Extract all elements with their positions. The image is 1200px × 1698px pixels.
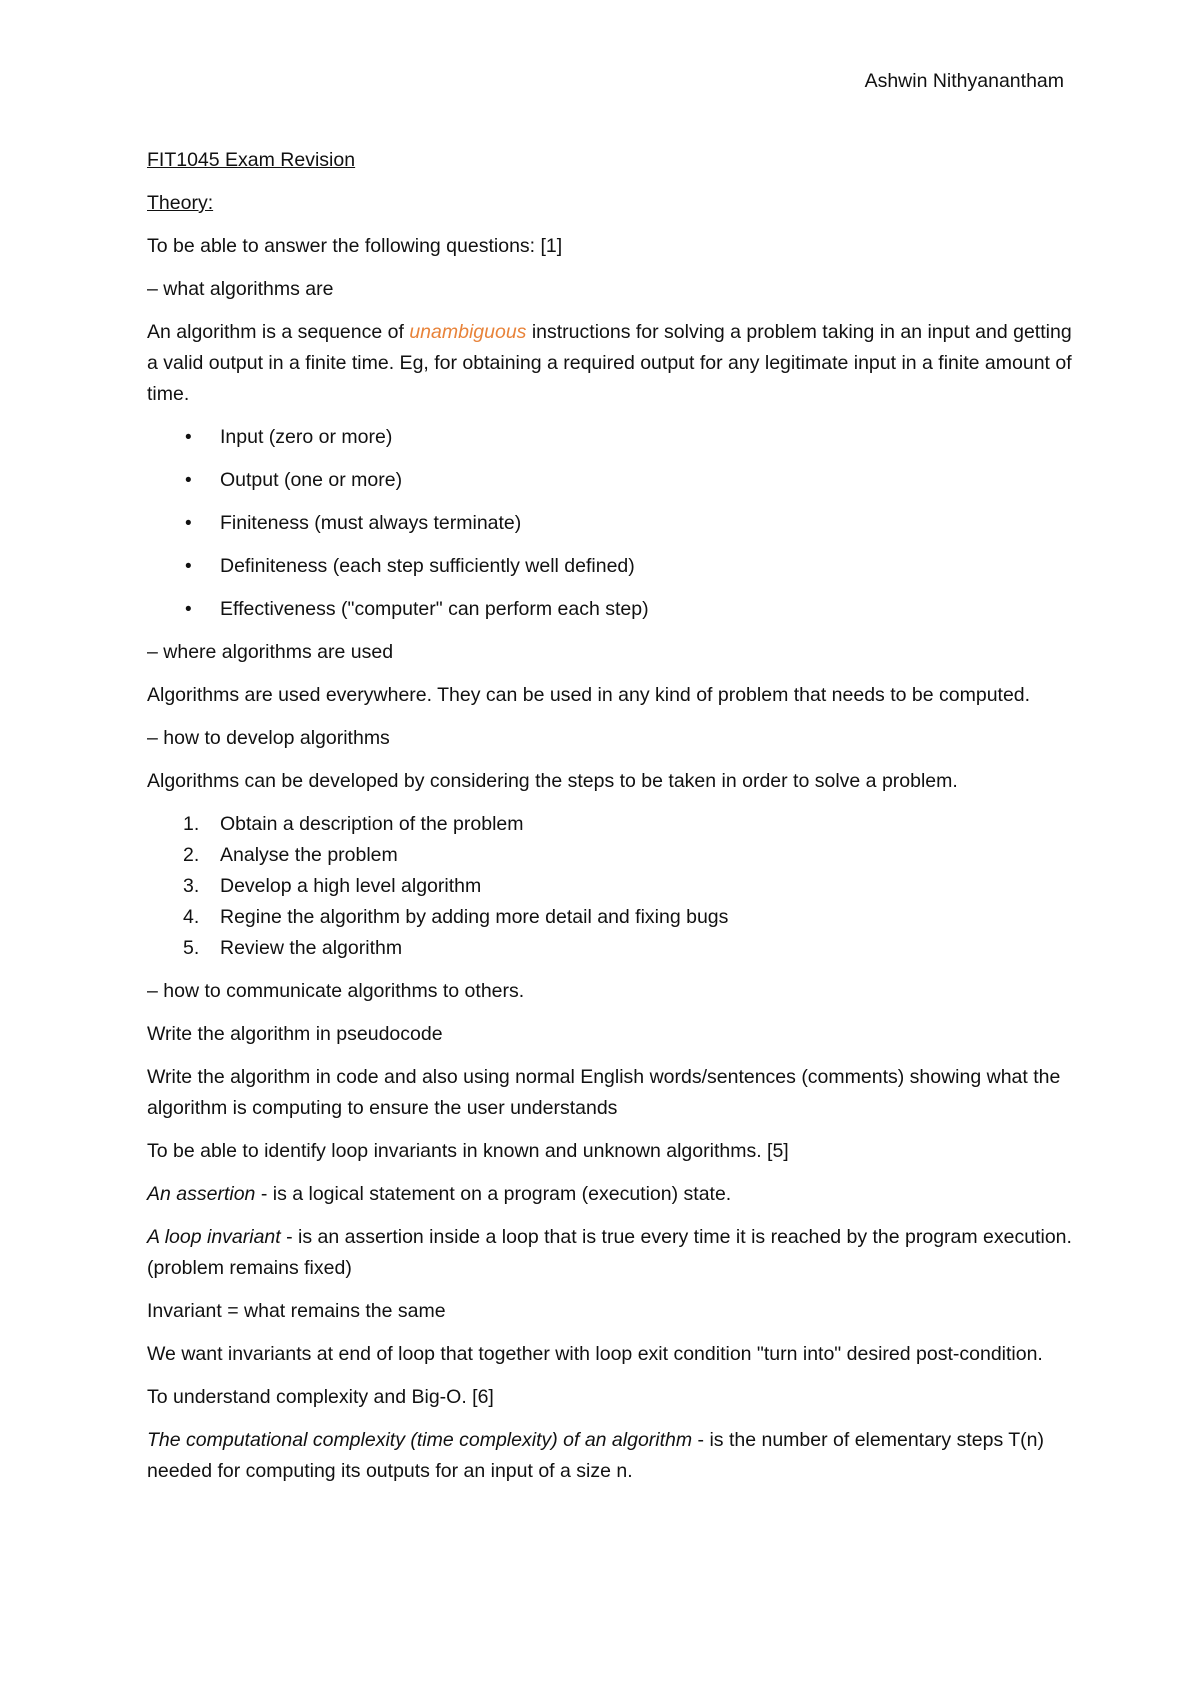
loop-invariant-term: A loop invariant [147,1226,281,1248]
property-text: Finiteness (must always terminate) [220,512,522,534]
step-text: Regine the algorithm by adding more detail and fixing bugs [220,906,729,928]
bullet-icon: • [185,599,192,620]
list-item [147,840,1072,871]
step-number: 3. [183,875,200,897]
intro-line: To be able to answer the following questions: [1] [147,235,563,257]
algorithm-definition [147,317,1072,410]
property-text: Definiteness (each step sufficiently well defined) [220,555,635,577]
bullet-icon: • [185,556,192,577]
question-communicate: – how to communicate algorithms to others. [147,980,525,1002]
assertion-definition [147,1179,1072,1210]
list-item [147,508,1072,539]
invariant-equation: Invariant = what remains the same [147,1300,446,1322]
list-item [147,551,1072,582]
answer-communicate-1: Write the algorithm in pseudocode [147,1023,443,1045]
list-item [147,809,1072,840]
definition-text-2: instructions for solving a problem taking in an input and getting a valid output in a finite time. Eg, for obtaining a required output for any legitimate input in a finite amount of time. [147,321,1072,405]
list-item [147,933,1072,964]
document-title: FIT1045 Exam Revision [147,149,356,171]
step-text: Analyse the problem [220,844,398,866]
invariant-goal: We want invariants at end of loop that together with loop exit condition "turn into" desired post-condition. [147,1343,1043,1365]
highlight-word: unambiguous [409,321,527,343]
steps-list [147,809,1072,964]
definition-text-1: An algorithm is a sequence of [147,321,410,343]
step-text: Review the algorithm [220,937,403,959]
properties-list [147,422,1072,625]
step-text: Obtain a description of the problem [220,813,524,835]
section-heading: Theory: [147,192,214,214]
step-number: 5. [183,937,200,959]
property-text: Output (one or more) [220,469,403,491]
complexity-text: - is the number of elementary steps T(n) needed for computing its outputs for an input of a size n. [147,1429,1045,1482]
question-what: – what algorithms are [147,278,334,300]
answer-how-develop: Algorithms can be developed by considering the steps to be taken in order to solve a problem. [147,770,958,792]
complexity-definition [147,1425,1072,1487]
step-number: 4. [183,906,200,928]
property-text: Effectiveness ("computer" can perform each step) [220,598,649,620]
assertion-term: An assertion [147,1183,256,1205]
list-item [147,902,1072,933]
loop-invariant-text: - is an assertion inside a loop that is true every time it is reached by the program execution. (problem remains fixed) [147,1226,1072,1279]
assertion-text: - is a logical statement on a program (execution) state. [255,1183,732,1205]
list-item [147,465,1072,496]
question-how-develop: – how to develop algorithms [147,727,390,749]
bullet-icon: • [185,470,192,491]
complexity-term: The computational complexity (time complexity) of an algorithm [147,1429,693,1451]
complexity-intro: To understand complexity and Big-O. [6] [147,1386,494,1408]
step-text: Develop a high level algorithm [220,875,482,897]
list-item [147,422,1072,453]
property-text: Input (zero or more) [220,426,393,448]
loop-invariant-definition [147,1222,1072,1284]
question-where: – where algorithms are used [147,641,394,663]
list-item [147,871,1072,902]
step-number: 2. [183,844,200,866]
author-name: Ashwin Nithyanantham [864,70,1064,92]
loop-invariant-intro: To be able to identify loop invariants in known and unknown algorithms. [5] [147,1140,789,1162]
answer-where: Algorithms are used everywhere. They can be used in any kind of problem that needs to be computed. [147,684,1031,706]
bullet-icon: • [185,427,192,448]
answer-communicate-2: Write the algorithm in code and also using normal English words/sentences (comments) showing what the algorithm is computing to ensure the user understands [147,1066,1061,1119]
document-body [147,145,1072,1499]
bullet-icon: • [185,513,192,534]
list-item [147,594,1072,625]
step-number: 1. [183,813,200,835]
